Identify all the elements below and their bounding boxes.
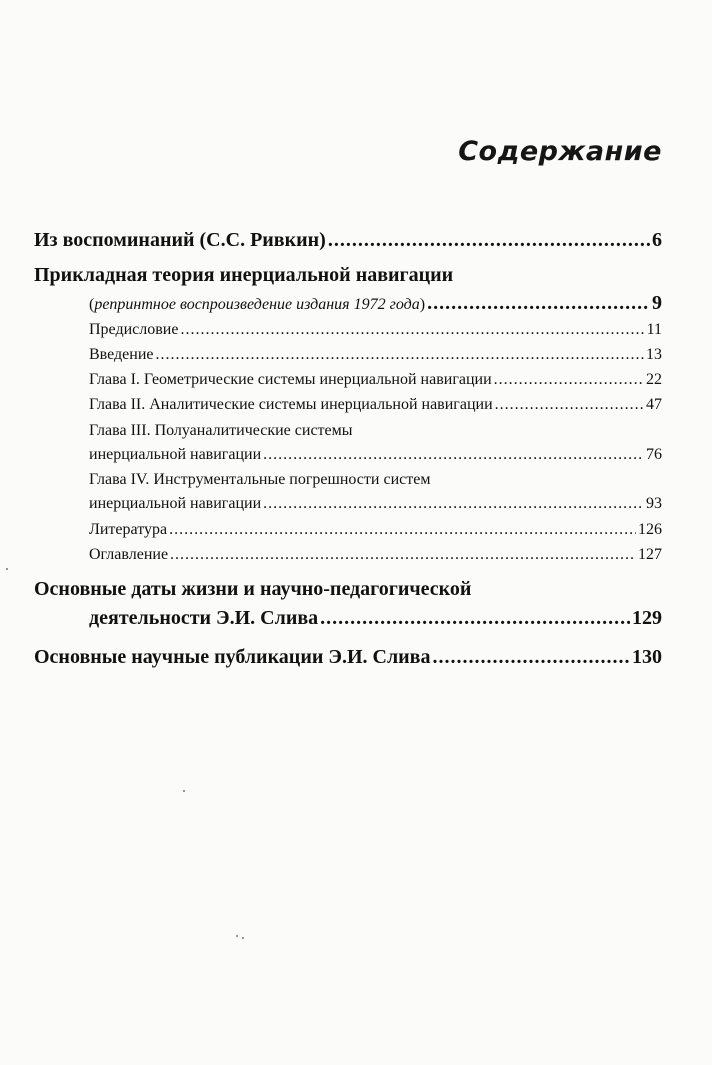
scan-speck (6, 568, 8, 570)
leader-dots (320, 607, 630, 630)
toc-entry-chapter-3-line1: Глава III. Полуаналитические системы (89, 422, 353, 439)
leader-dots (328, 229, 650, 252)
page-number: 22 (646, 371, 662, 388)
toc-entry-text: Глава I. Геометрические системы инерциальной навигации (89, 371, 492, 388)
leader-dots (432, 646, 630, 669)
paren-close: ) (419, 296, 426, 313)
page-number: 76 (646, 446, 662, 463)
toc-entry-intro (89, 346, 662, 364)
page-number: 127 (638, 546, 662, 563)
toc-entry-literature (89, 521, 662, 539)
toc-entry-text: Введение (89, 346, 154, 363)
toc-entry-text: Литература (89, 521, 168, 538)
toc-entry-contents (89, 546, 662, 564)
scan-speck (236, 935, 238, 937)
toc-entry-text: Оглавление (89, 546, 169, 563)
page-number: 6 (652, 229, 662, 251)
toc-entry-chapter-4-line1: Глава IV. Инструментальные погрешности систем (89, 471, 431, 488)
scan-speck (183, 790, 185, 792)
page-number: 47 (646, 396, 662, 413)
page-number: 93 (646, 495, 662, 512)
leader-dots (156, 346, 645, 364)
scan-speck (242, 937, 244, 939)
toc-entry-text: инерциальной навигации (89, 495, 262, 512)
toc-entry-dates (89, 607, 662, 630)
toc-entry-publications (34, 646, 662, 669)
toc-entry-text: Предисловие (89, 321, 179, 338)
page-number: 130 (632, 646, 662, 668)
toc-entry-text: деятельности Э.И. Слива (89, 607, 319, 629)
leader-dots (427, 292, 650, 315)
toc-entry-text: инерциальной навигации (89, 446, 262, 463)
leader-dots (263, 495, 644, 513)
leader-dots (180, 321, 644, 339)
page-number: 129 (632, 607, 662, 629)
toc-entry-chapter-1 (89, 371, 662, 389)
page-number: 9 (652, 292, 662, 314)
toc-entry-dates-line1: Основные даты жизни и научно-педагогической (34, 578, 472, 600)
page-number: 13 (646, 346, 662, 363)
toc-entry-text: Из воспоминаний (С.С. Ривкин) (34, 229, 326, 251)
page-number: 126 (638, 521, 662, 538)
toc-entry-chapter-2 (89, 396, 662, 414)
toc-section-heading-theory: Прикладная теория инерциальной навигации (34, 264, 454, 286)
leader-dots (494, 371, 644, 389)
toc-entry-preface (89, 321, 662, 339)
toc-entry-text: Основные научные публикации Э.И. Слива (34, 646, 431, 668)
toc-entry-theory-subtitle (89, 292, 662, 315)
toc-entry-text: Глава II. Аналитические системы инерциальной навигации (89, 396, 493, 413)
page-number: 11 (646, 321, 662, 338)
leader-dots (495, 396, 644, 414)
toc-entry-memoirs (34, 229, 662, 252)
leader-dots (170, 546, 636, 564)
toc-entry-chapter-4 (89, 495, 662, 513)
page-title: Содержание (458, 136, 662, 167)
paren-open: ( (89, 296, 95, 313)
toc-entry-chapter-3 (89, 446, 662, 464)
toc-entry-text (89, 296, 425, 314)
reprint-note: репринтное воспроизведение издания 1972 года (94, 296, 420, 313)
leader-dots (169, 521, 636, 539)
leader-dots (263, 446, 644, 464)
